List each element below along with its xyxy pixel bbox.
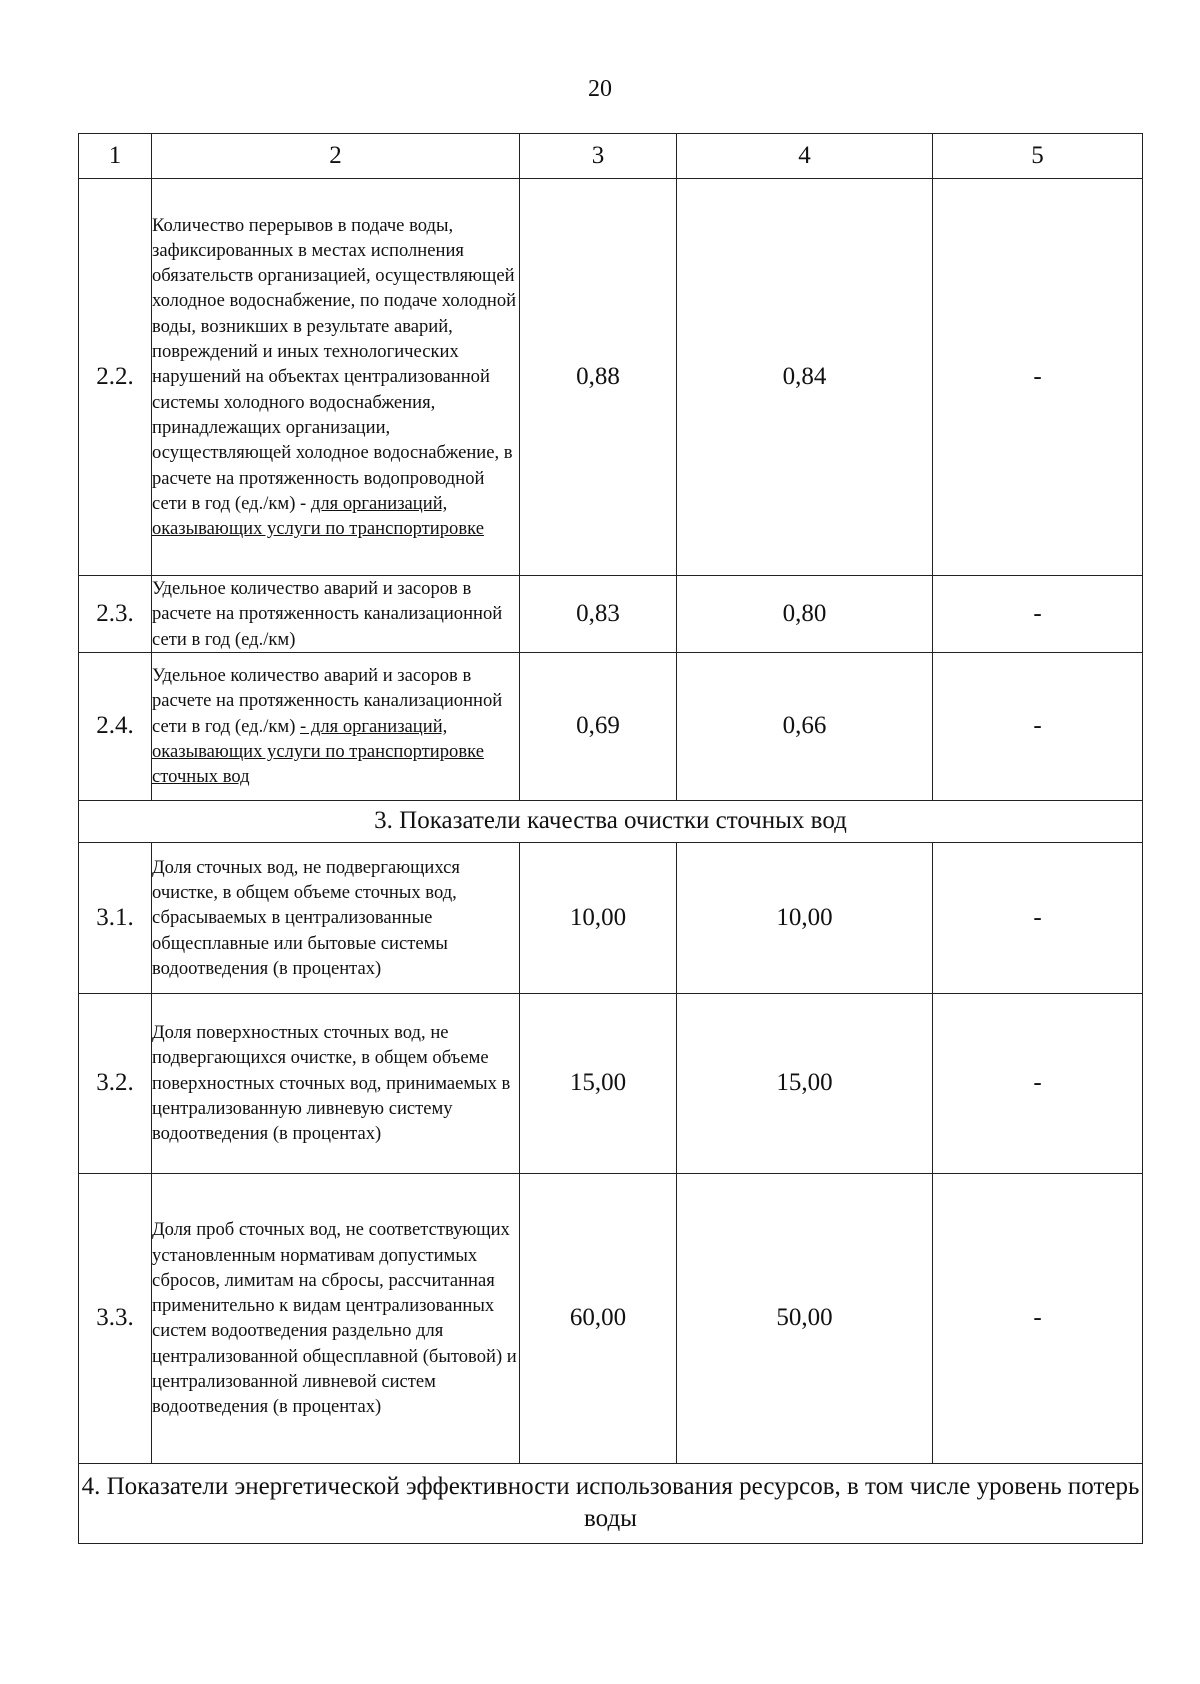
row-value-col3: 0,83 <box>520 576 677 653</box>
row-value-col4: 10,00 <box>677 842 933 993</box>
row-description-text: Удельное количество аварий и засоров в расчете на протяженность канализационной сети в год (ед./км) <box>152 578 503 650</box>
row-value-col5: - <box>933 652 1143 800</box>
row-description: Доля поверхностных сточных вод, не подвергающихся очистке, в общем объеме поверхностных сточных вод, принимаемых в централизованную ливневую систему водоотведения (в процентах) <box>152 993 520 1173</box>
table-row <box>79 179 1143 576</box>
row-number: 3.1. <box>79 842 152 993</box>
row-value-col5: - <box>933 842 1143 993</box>
row-description-underlined: для организаций, оказывающих услуги по транспортировке <box>152 492 484 540</box>
row-value-col5: - <box>933 576 1143 653</box>
table-row <box>79 576 1143 653</box>
row-value-col5: - <box>933 993 1143 1173</box>
row-value-col3: 0,69 <box>520 652 677 800</box>
row-value-col4: 0,66 <box>677 652 933 800</box>
row-description <box>152 652 520 800</box>
table-row <box>79 1173 1143 1463</box>
row-value-col3: 15,00 <box>520 993 677 1173</box>
row-value-col5: - <box>933 179 1143 576</box>
row-number: 3.2. <box>79 993 152 1173</box>
indicators-table <box>78 133 1143 1544</box>
row-description-underlined: - для организаций, оказывающих услуги по транспортировке сточных вод <box>152 715 484 788</box>
row-number: 2.2. <box>79 179 152 576</box>
header-cell-4: 4 <box>677 134 933 179</box>
row-description <box>152 179 520 576</box>
row-description-text: Количество перерывов в подаче воды, зафиксированных в местах исполнения обязательств организацией, осуществляющей холодное водоснабжение, по подаче холодной воды, возникших в результате аварий, повреждений и иных технологических нарушений на объектах централизованной системы холодного водоснабжения, принадлежащих организации, осуществляющей холодное водоснабжение, в расчете на протяженность водопроводной сети в год (ед./км) - <box>152 214 517 514</box>
table-header-row <box>79 134 1143 179</box>
row-value-col3: 10,00 <box>520 842 677 993</box>
row-value-col4: 0,84 <box>677 179 933 576</box>
header-cell-5: 5 <box>933 134 1143 179</box>
section-title: 3. Показатели качества очистки сточных вод <box>79 800 1143 842</box>
row-value-col4: 50,00 <box>677 1173 933 1463</box>
row-value-col3: 60,00 <box>520 1173 677 1463</box>
row-value-col5: - <box>933 1173 1143 1463</box>
row-description <box>152 576 520 653</box>
row-value-col4: 15,00 <box>677 993 933 1173</box>
table-row <box>79 993 1143 1173</box>
row-description-text: Удельное количество аварий и засоров в расчете на протяженность канализационной сети в год (ед./км) <box>152 665 503 737</box>
row-description: Доля сточных вод, не подвергающихся очистке, в общем объеме сточных вод, сбрасываемых в централизованные общесплавные или бытовые системы водоотведения (в процентах) <box>152 842 520 993</box>
section-title: 4. Показатели энергетической эффективности использования ресурсов, в том числе уровень потерь воды <box>79 1463 1143 1543</box>
row-value-col3: 0,88 <box>520 179 677 576</box>
row-number: 2.4. <box>79 652 152 800</box>
table-row <box>79 842 1143 993</box>
table-row <box>79 652 1143 800</box>
header-cell-3: 3 <box>520 134 677 179</box>
row-number: 3.3. <box>79 1173 152 1463</box>
header-cell-2: 2 <box>152 134 520 179</box>
page-number: 20 <box>588 76 612 102</box>
row-value-col4: 0,80 <box>677 576 933 653</box>
section-header-row <box>79 1463 1143 1543</box>
header-cell-1: 1 <box>79 134 152 179</box>
section-header-row <box>79 800 1143 842</box>
row-description: Доля проб сточных вод, не соответствующих установленным нормативам допустимых сбросов, лимитам на сбросы, рассчитанная применительно к видам централизованных систем водоотведения раздельно для централизованной общесплавной (бытовой) и централизованной ливневой систем водоотведения (в процентах) <box>152 1173 520 1463</box>
row-number: 2.3. <box>79 576 152 653</box>
